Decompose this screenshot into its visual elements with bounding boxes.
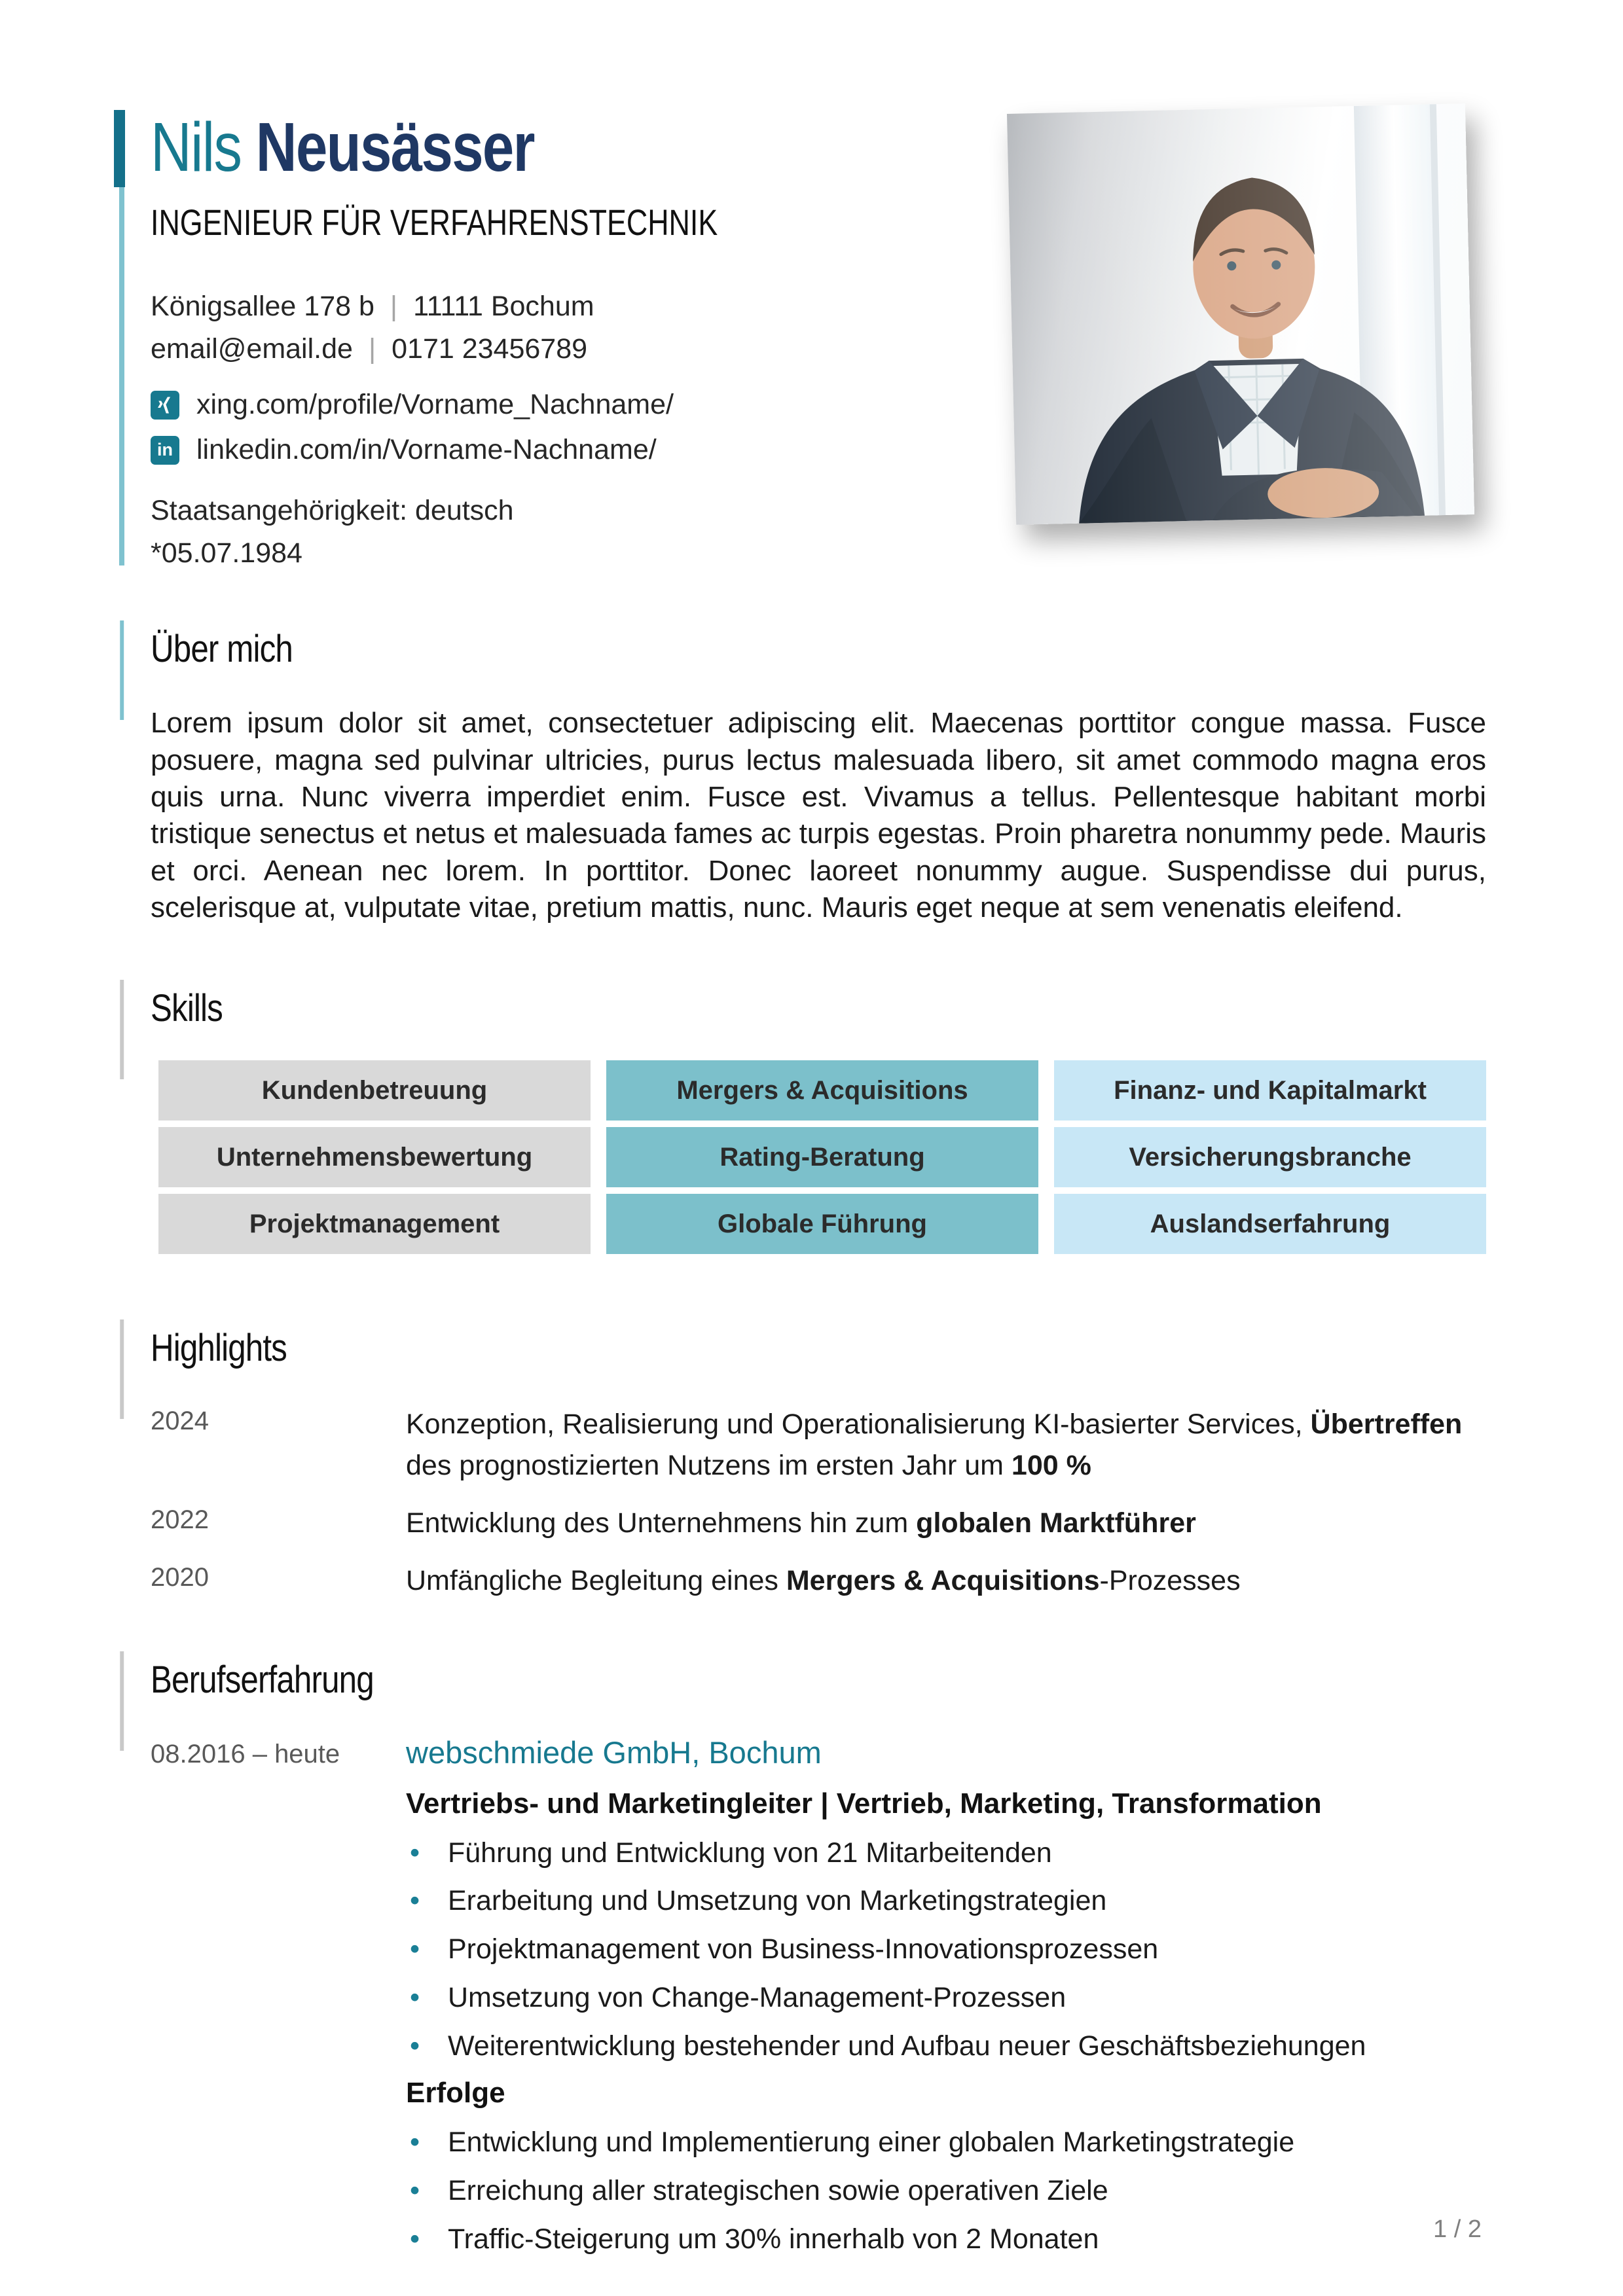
page-indicator: 1 / 2: [1433, 2215, 1482, 2243]
job-body: [406, 1734, 1486, 2270]
section-experience: [151, 1658, 1486, 2270]
last-name: Neusässer: [255, 109, 534, 186]
bullet-text: Erreichung aller strategischen sowie operativen Ziele: [448, 2175, 1108, 2207]
bullet-text: Weiterentwicklung bestehender und Aufbau neuer Geschäftsbeziehungen: [448, 2030, 1366, 2062]
bullet-item: [406, 2222, 1486, 2257]
highlight-year: 2022: [151, 1505, 209, 1534]
bullet-dot-icon: •: [410, 1837, 420, 1869]
bullet-text: Traffic-Steigerung um 30% innerhalb von 2 Monaten: [448, 2223, 1099, 2255]
separator: |: [390, 291, 398, 323]
skill-chip: Projektmanagement: [158, 1194, 591, 1254]
highlight-year: 2024: [151, 1407, 209, 1436]
bullet-dot-icon: •: [410, 2126, 420, 2159]
xing-link[interactable]: xing.com/profile/Vorname_Nachname/: [196, 389, 674, 421]
about-text: Lorem ipsum dolor sit amet, consectetuer adipiscing elit. Maecenas porttitor congue massa. Fusce posuere, magna sed pulvinar ultricies, purus lectus malesuada libero, sit amet commodo magna eros quis urna. Nunc viverra imperdiet enim. Fusce est. Vivamus a tellus. Pellentesque habitant morbi tristique senectus et netus et malesuada fames ac turpis egestas. Proin pharetra nonummy pede. Mauris et orci. Aenean nec lorem. In porttitor. Donec laoreet nonummy augue. Suspendisse dui purus, scelerisque at, vulputate vitae, pretium mattis, nunc. Mauris eget neque at sem venenatis eleifend.: [151, 707, 1486, 924]
bullet-text: Führung und Entwicklung von 21 Mitarbeitenden: [448, 1837, 1052, 1869]
bullet-item: [406, 2125, 1486, 2161]
bullet-dot-icon: •: [410, 2223, 420, 2255]
highlights-title: Highlights: [151, 1326, 1286, 1370]
skills-grid: [158, 1060, 1486, 1254]
highlight-row: [151, 1404, 1486, 1486]
job-achievements: [406, 2125, 1486, 2257]
highlights-list: [151, 1404, 1486, 1601]
bullet-item: [406, 2029, 1486, 2064]
bullet-item: [406, 1836, 1486, 1871]
highlight-text: Umfängliche Begleitung eines Mergers & Acquisitions-Prozesses: [406, 1565, 1241, 1597]
bullet-dot-icon: •: [410, 1885, 420, 1917]
city: 11111 Bochum: [413, 291, 594, 323]
section-about: [151, 627, 1486, 926]
highlight-row: [151, 1503, 1486, 1543]
bullet-dot-icon: •: [410, 2030, 420, 2062]
job-bullets: [406, 1836, 1486, 2064]
street-address: Königsallee 178 b: [151, 291, 374, 323]
highlight-row: [151, 1560, 1486, 1601]
bullet-item: [406, 1932, 1486, 1967]
skill-chip: Globale Führung: [606, 1194, 1038, 1254]
first-name: Nils: [151, 109, 242, 186]
page-title: [151, 111, 1246, 184]
xing-icon: [151, 391, 179, 420]
experience-title: Berufserfahrung: [151, 1658, 1286, 1702]
bullet-dot-icon: •: [410, 1933, 420, 1965]
linkedin-icon: in: [151, 436, 179, 465]
job-company: webschmiede GmbH, Bochum: [406, 1734, 822, 1770]
phone-number: 0171 23456789: [392, 333, 588, 365]
bullet-item: [406, 2174, 1486, 2209]
skill-chip: Versicherungsbranche: [1054, 1127, 1486, 1187]
skill-chip: Rating-Beratung: [606, 1127, 1038, 1187]
birthdate: *05.07.1984: [151, 537, 302, 569]
bullet-item: [406, 1884, 1486, 1919]
job-entry: [151, 1734, 1486, 2270]
bullet-text: Erarbeitung und Umsetzung von Marketingstrategien: [448, 1885, 1107, 1917]
skill-chip: Mergers & Acquisitions: [606, 1060, 1038, 1121]
bullet-dot-icon: •: [410, 1981, 420, 2013]
skill-chip: Auslandserfahrung: [1054, 1194, 1486, 1254]
bullet-text: Umsetzung von Change-Management-Prozessen: [448, 1981, 1067, 2013]
highlight-text: Konzeption, Realisierung und Operationalisierung KI-basierter Services, Übertreffen des prognostizierten Nutzens im ersten Jahr um 100 %: [406, 1408, 1463, 1481]
bullet-item: [406, 1981, 1486, 2016]
skill-chip: Kundenbetreuung: [158, 1060, 591, 1121]
header-accent-bar-dark: [114, 110, 125, 187]
highlight-year: 2020: [151, 1563, 209, 1592]
job-date-range: 08.2016 – heute: [151, 1739, 340, 1768]
achievements-label: Erfolge: [406, 2077, 505, 2109]
skill-chip: Unternehmensbewertung: [158, 1127, 591, 1187]
skills-title: Skills: [151, 986, 1286, 1030]
about-title: Über mich: [151, 627, 1286, 671]
highlight-text: Entwicklung des Unternehmens hin zum globalen Marktführer: [406, 1507, 1196, 1539]
bullet-dot-icon: •: [410, 2175, 420, 2207]
email-address: email@email.de: [151, 333, 353, 365]
job-title-subtitle: INGENIEUR FÜR VERFAHRENSTECHNIK: [151, 202, 718, 243]
section-highlights: [151, 1326, 1486, 1601]
bullet-text: Projektmanagement von Business-Innovationsprozessen: [448, 1933, 1159, 1965]
nationality: Staatsangehörigkeit: deutsch: [151, 495, 514, 527]
section-skills: [151, 986, 1486, 1254]
job-role: Vertriebs- und Marketingleiter | Vertrieb, Marketing, Transformation: [406, 1787, 1322, 1820]
skill-chip: Finanz- und Kapitalmarkt: [1054, 1060, 1486, 1121]
separator: |: [368, 333, 376, 365]
bullet-text: Entwicklung und Implementierung einer globalen Marketingstrategie: [448, 2126, 1295, 2159]
linkedin-link[interactable]: linkedin.com/in/Vorname-Nachname/: [196, 434, 657, 466]
header-accent-bar-light: [119, 187, 124, 565]
